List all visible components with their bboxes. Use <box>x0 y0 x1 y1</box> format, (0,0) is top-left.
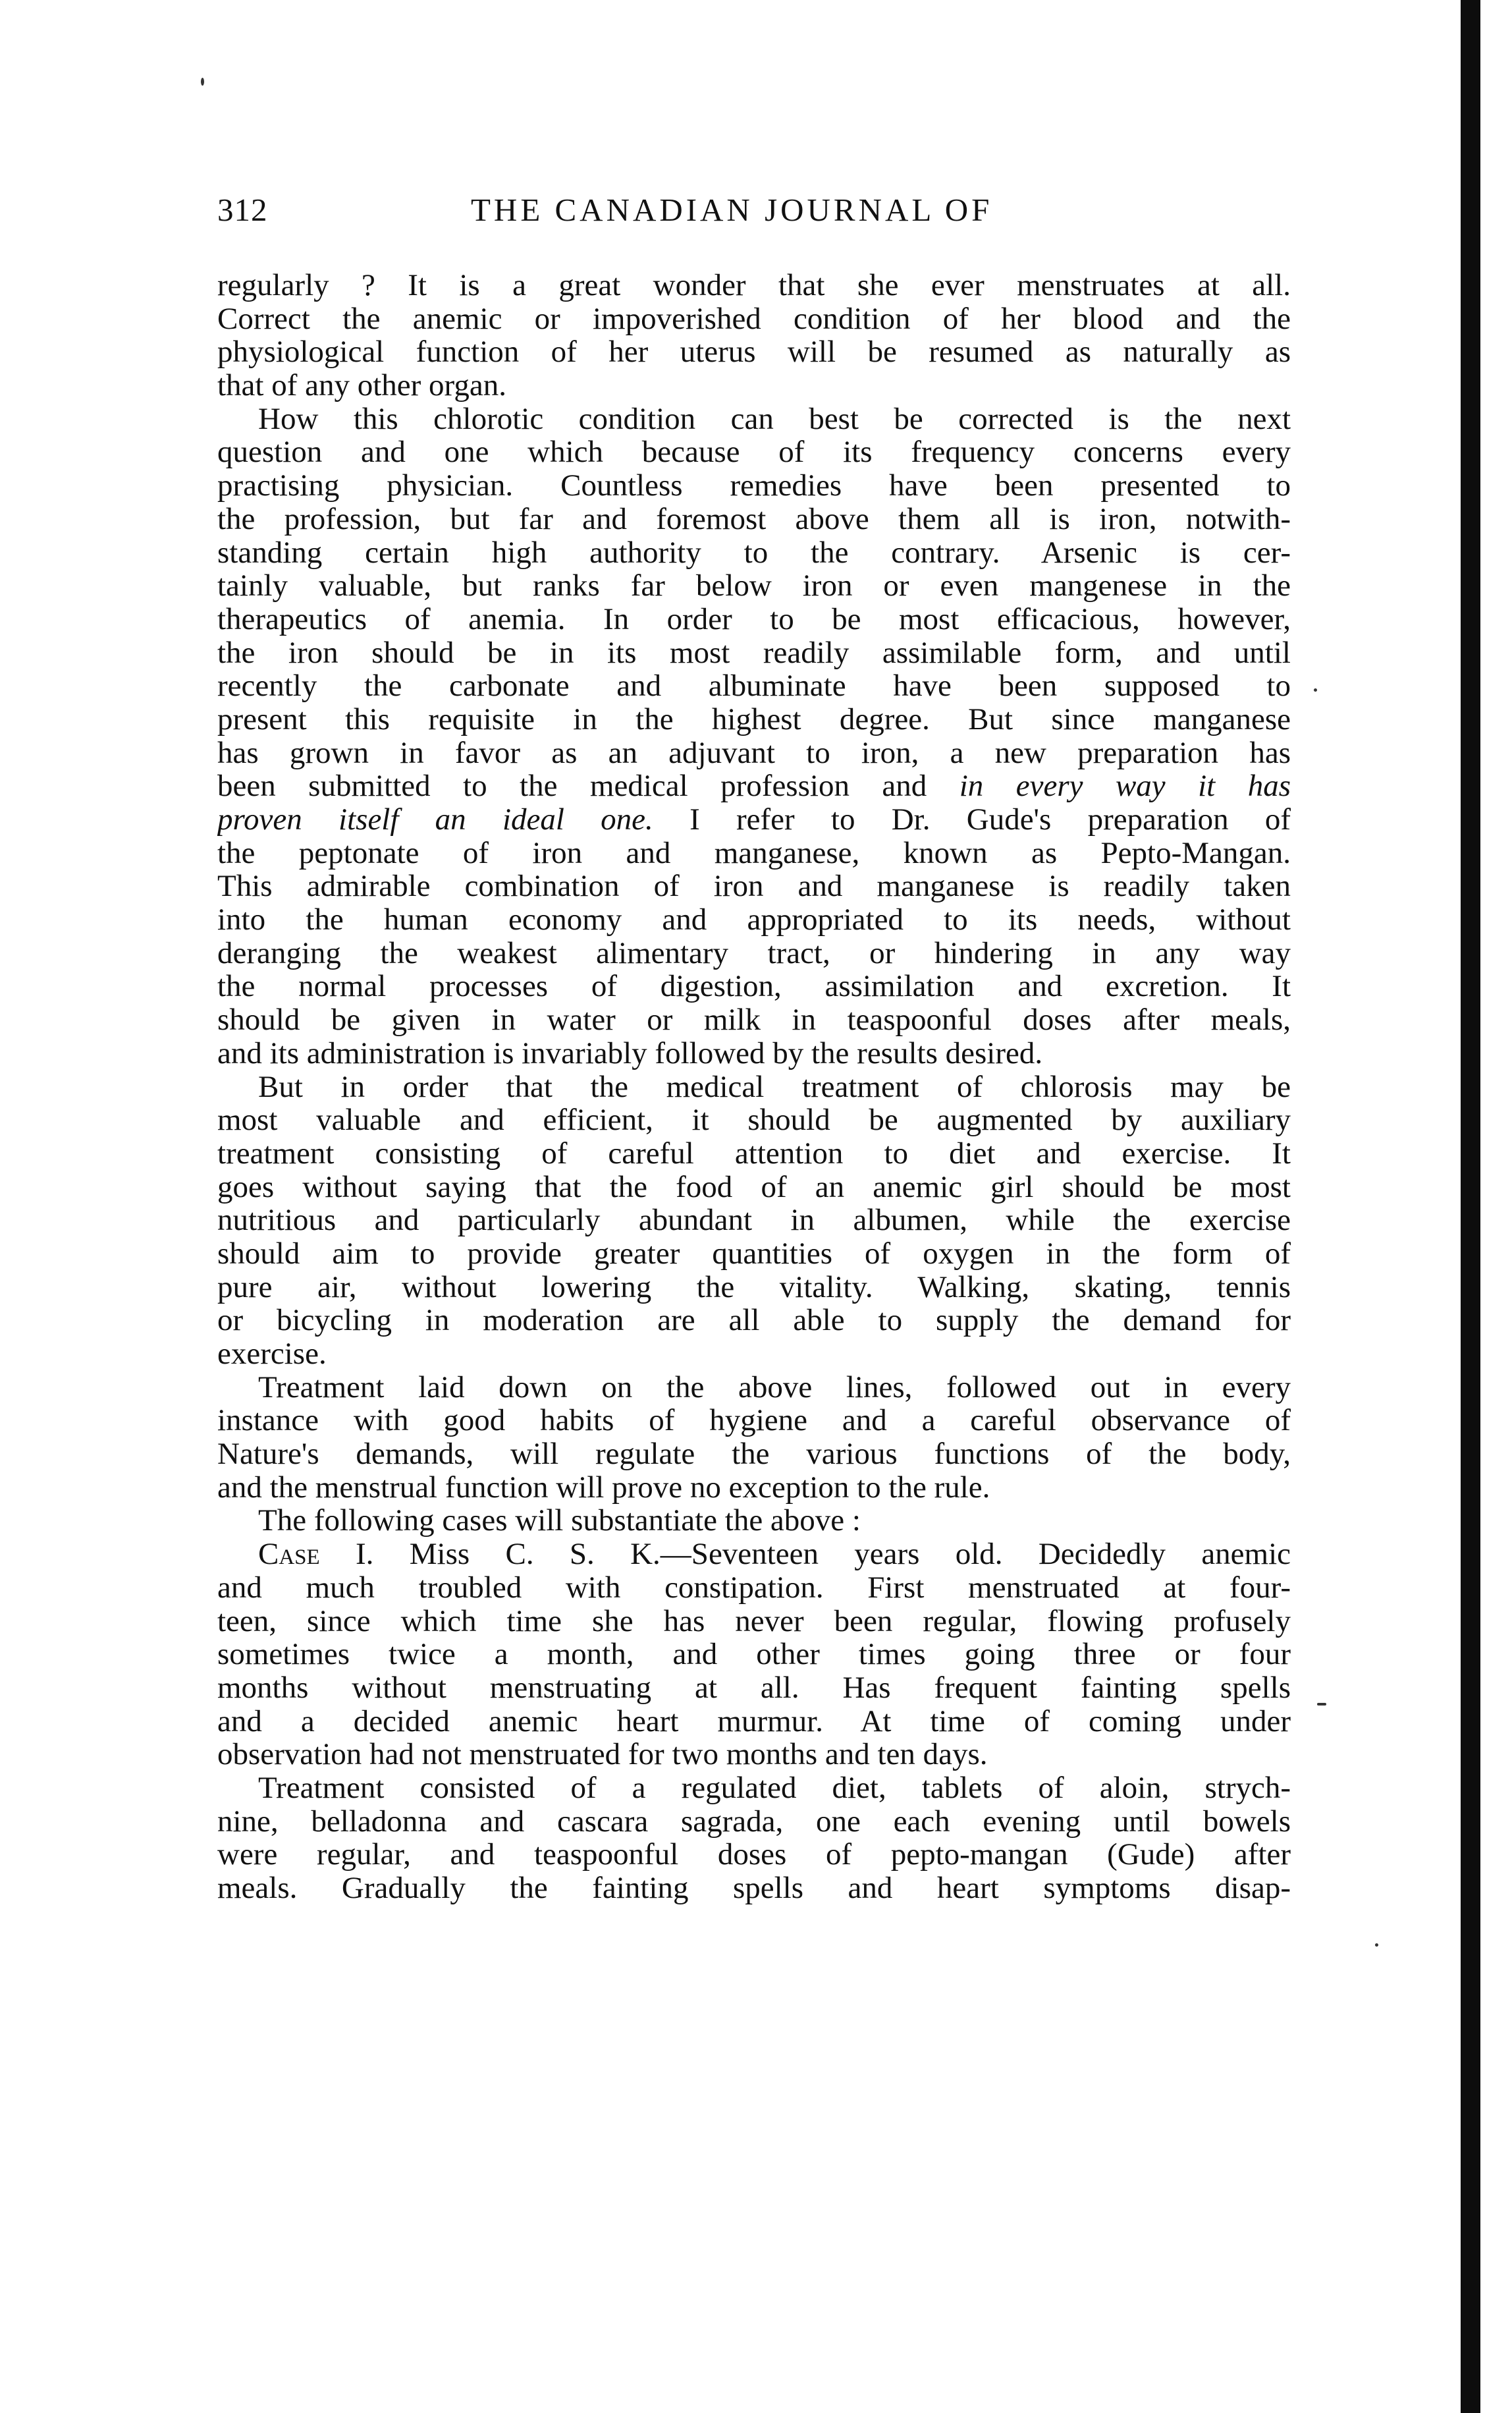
text-line: Correct the anemic or impoverished condition of her blood and the <box>217 302 1291 336</box>
ink-speck <box>1314 688 1317 692</box>
text-line: present this requisite in the highest degree. But since manganese <box>217 702 1291 736</box>
text-line: and much troubled with constipation. First menstruated at four- <box>217 1570 1291 1605</box>
text-line: should aim to provide greater quantities of oxygen in the form of <box>217 1236 1291 1271</box>
text-line: most valuable and efficient, it should be augmented by auxiliary <box>217 1103 1291 1137</box>
text-line: and its administration is invariably followed by the results desired. <box>217 1036 1043 1070</box>
text-segment: Miss C. S. K.—Seventeen years old. Decidedly anemic <box>409 1538 1291 1571</box>
page-header <box>217 191 1291 244</box>
text-line: into the human economy and appropriated to its needs, without <box>217 903 1291 937</box>
text-line: Nature's demands, will regulate the various functions of the body, <box>217 1437 1291 1471</box>
text-line: pure air, without lowering the vitality. Walking, skating, tennis <box>217 1270 1291 1304</box>
italic-segment: in every way it has <box>959 769 1291 803</box>
case-label: Case I. <box>258 1538 374 1571</box>
text-line: the normal processes of digestion, assimilation and excretion. It <box>217 970 1291 1004</box>
text-line: sometimes twice a month, and other times going three or four <box>217 1638 1291 1671</box>
text-line-mixed <box>217 803 1291 837</box>
text-line: therapeutics of anemia. In order to be most efficacious, however, <box>217 602 1291 636</box>
text-line: or bicycling in moderation are all able to supply the demand for <box>217 1304 1291 1337</box>
text-line: the peptonate of iron and manganese, known as Pepto-Mangan. <box>217 836 1291 870</box>
text-line-mixed <box>217 769 1291 803</box>
text-line: deranging the weakest alimentary tract, or hindering in any way <box>217 936 1291 970</box>
text-line: meals. Gradually the fainting spells and heart symptoms disap- <box>217 1872 1291 1905</box>
text-line: nine, belladonna and cascara sagrada, one each evening until bowels <box>217 1804 1291 1839</box>
text-line: question and one which because of its frequency concerns every <box>217 435 1291 470</box>
text-line: were regular, and teaspoonful doses of pepto-mangan (Gude) after <box>217 1838 1291 1872</box>
text-line: tainly valuable, but ranks far below iron or even mangenese in the <box>217 569 1291 603</box>
text-line: observation had not menstruated for two months and ten days. <box>217 1738 988 1771</box>
text-line: But in order that the medical treatment of chlorosis may be <box>258 1070 1291 1104</box>
text-line: regularly ? It is a great wonder that she ever menstruates at all. <box>217 269 1291 302</box>
italic-segment: proven itself an ideal one. <box>217 803 653 837</box>
text-line: Treatment laid down on the above lines, followed out in every <box>258 1370 1291 1404</box>
text-line: physiological function of her uterus will be resumed as naturally as <box>217 335 1291 370</box>
text-line: has grown in favor as an adjuvant to iron, a new preparation has <box>217 736 1291 770</box>
text-line: that of any other organ. <box>217 369 506 402</box>
text-line: teen, since which time she has never been regular, flowing profusely <box>217 1604 1291 1638</box>
page-number: 312 <box>217 192 268 228</box>
text-line: and the menstrual function will prove no exception to the rule. <box>217 1470 990 1505</box>
text-line: goes without saying that the food of an anemic girl should be most <box>217 1170 1291 1204</box>
text-line: and a decided anemic heart murmur. At time of coming under <box>217 1704 1291 1738</box>
body-text <box>217 269 1291 1905</box>
page-edge-shadow <box>1461 0 1480 2413</box>
text-line: treatment consisting of careful attention to diet and exercise. It <box>217 1136 1291 1171</box>
ink-speck <box>1317 1703 1326 1706</box>
text-line: the profession, but far and foremost above them all is iron, notwith- <box>217 502 1291 536</box>
text-line: standing certain high authority to the contrary. Arsenic is cer- <box>217 536 1291 570</box>
text-segment: been submitted to the medical profession and <box>217 769 927 803</box>
text-line: the iron should be in its most readily assimilable form, and until <box>217 636 1291 670</box>
text-line: This admirable combination of iron and manganese is readily taken <box>217 870 1291 904</box>
text-line: should be given in water or milk in teaspoonful doses after meals, <box>217 1003 1291 1037</box>
ink-speck <box>201 78 204 86</box>
text-line: instance with good habits of hygiene and a careful observance of <box>217 1404 1291 1438</box>
running-head: THE CANADIAN JOURNAL OF <box>471 192 993 228</box>
text-line: nutritious and particularly abundant in albumen, while the exercise <box>217 1204 1291 1237</box>
text-line: practising physician. Countless remedies have been presented to <box>217 469 1291 503</box>
text-line: months without menstruating at all. Has frequent fainting spells <box>217 1671 1291 1705</box>
text-line: Treatment consisted of a regulated diet, tablets of aloin, strych- <box>258 1771 1291 1805</box>
text-segment: I refer to Dr. Gude's preparation of <box>689 803 1291 837</box>
text-line: How this chlorotic condition can best be corrected is the next <box>258 402 1291 436</box>
text-line: The following cases will substantiate the above : <box>258 1504 861 1538</box>
text-line: recently the carbonate and albuminate have been supposed to <box>217 669 1291 703</box>
text-line: exercise. <box>217 1337 327 1371</box>
text-line-case <box>217 1538 1291 1571</box>
ink-speck <box>1375 1943 1378 1947</box>
